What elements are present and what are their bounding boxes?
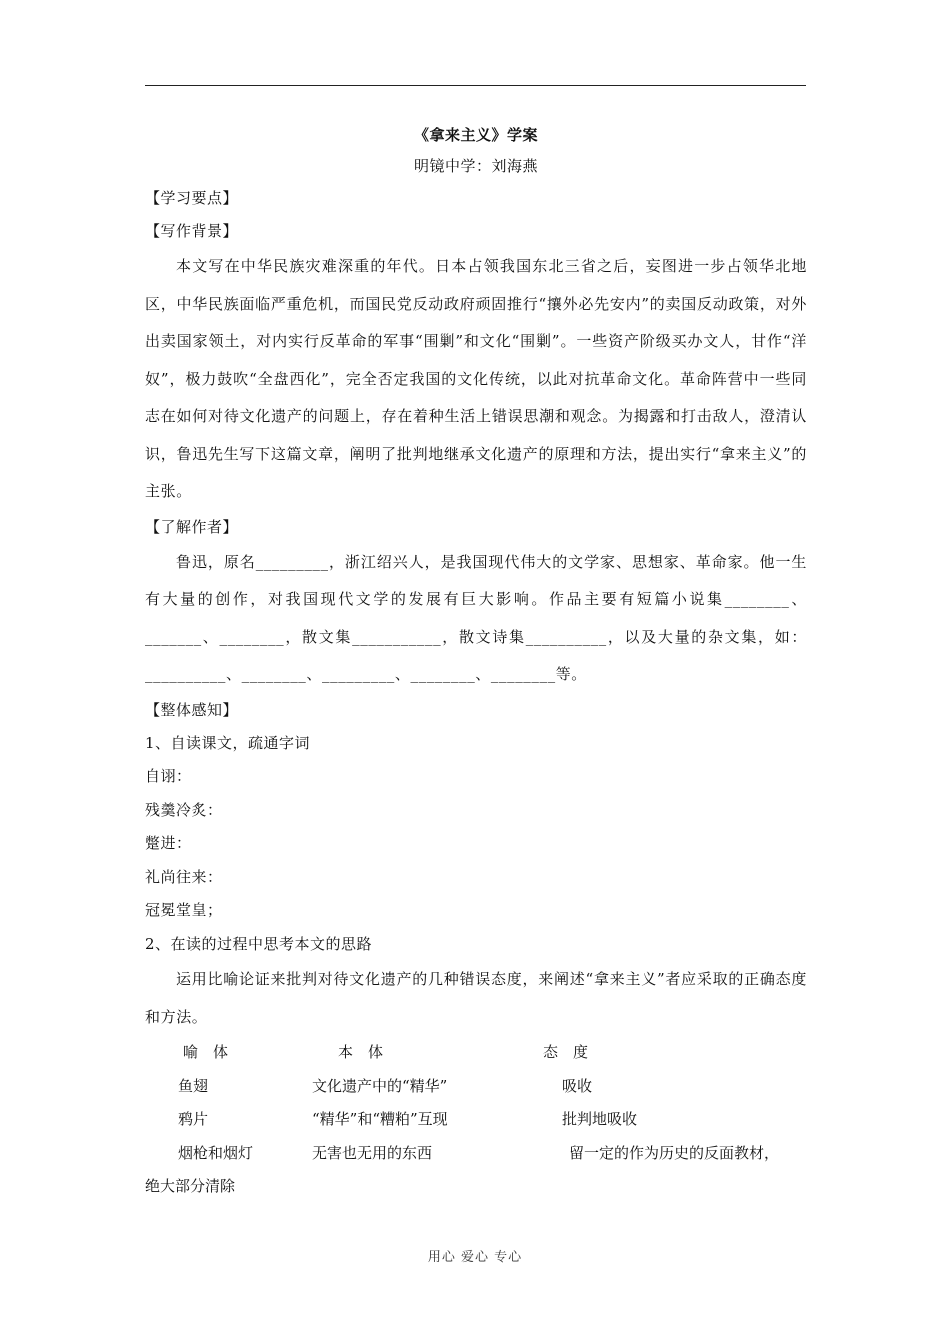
section-background: 【写作背景】 [145, 222, 239, 240]
table-cell: 留一定的作为历史的反面教材， [569, 1143, 780, 1162]
table-cell: 批判地吸收 [562, 1110, 638, 1128]
table-header-vehicle: 喻 体 [183, 1043, 229, 1061]
table-row [145, 1137, 807, 1171]
item-1: 1、自读课文，疏通字词 [145, 733, 311, 752]
method-paragraph: 运用比喻论证来批判对待文化遗产的几种错误态度，来阐述“拿来主义”者应采取的正确态度和方法。 [145, 970, 807, 1026]
vocab-4: 冠冕堂皇； [145, 901, 223, 919]
table-row [145, 1070, 807, 1104]
vocab-2: 蹩进： [145, 834, 192, 852]
header-rule [145, 85, 806, 86]
table-cell: 鱼翅 [178, 1076, 209, 1095]
page-footer: 用心 爱心 专心 [427, 1250, 523, 1265]
vocab-3: 礼尚往来： [145, 867, 223, 886]
vocab-self: 自诩： [145, 767, 192, 785]
author-paragraph: 鲁迅，原名_________，浙江绍兴人，是我国现代伟大的文学家、思想家、革命家。他一生有大量的创作，对我国现代文学的发展有巨大影响。作品主要有短篇小说集________、_______、________，散文集___________，散文诗集__________，以及大量的杂文集，如：__________、________、_________、________、________等。 [145, 552, 807, 683]
table-continuation: 绝大部分清除 [145, 1177, 236, 1195]
table-cell: 文化遗产中的“精华” [312, 1076, 448, 1095]
table-header-tenor: 本 体 [338, 1043, 384, 1061]
table-cell: 鸦片 [178, 1110, 209, 1128]
background-paragraph: 本文写在中华民族灾难深重的年代。日本占领我国东北三省之后，妄图进一步占领华北地区，中华民族面临严重危机，而国民党反动政府顽固推行“攘外必先安内”的卖国反动政策，对外出卖国家领土，对内实行反革命的军事“围剿”和文化“围剿”。一些资产阶级买办文人，甘作“洋奴”，极力鼓吹“全盘西化”，完全否定我国的文化传统，以此对抗革命文化。革命阵营中一些同志在如何对待文化遗产的问题上，存在着种生活上错误思潮和观念。为揭露和打击敌人，澄清认识，鲁迅先生写下这篇文章，阐明了批判地继承文化遗产的原理和方法，提出实行“拿来主义”的主张。 [145, 257, 807, 500]
table-cell: 烟枪和烟灯 [178, 1143, 254, 1162]
table-header-attitude: 态 度 [543, 1043, 589, 1061]
document-title: 《拿来主义》学案 [413, 126, 538, 144]
document-author: 明镜中学：刘海燕 [413, 157, 538, 175]
table-cell: 吸收 [562, 1076, 593, 1095]
table-cell: 无害也无用的东西 [312, 1143, 433, 1162]
section-overview: 【整体感知】 [145, 700, 239, 719]
table-cell: “精华”和“糟粕”互现 [312, 1110, 448, 1128]
item-2: 2、在读的过程中思考本文的思路 [145, 934, 373, 953]
section-key-points: 【学习要点】 [145, 189, 239, 207]
section-author: 【了解作者】 [145, 517, 239, 536]
vocab-1: 残羹冷炙： [145, 800, 223, 819]
table-header [145, 1036, 807, 1070]
document-body [145, 120, 807, 1204]
table-row [145, 1103, 807, 1137]
